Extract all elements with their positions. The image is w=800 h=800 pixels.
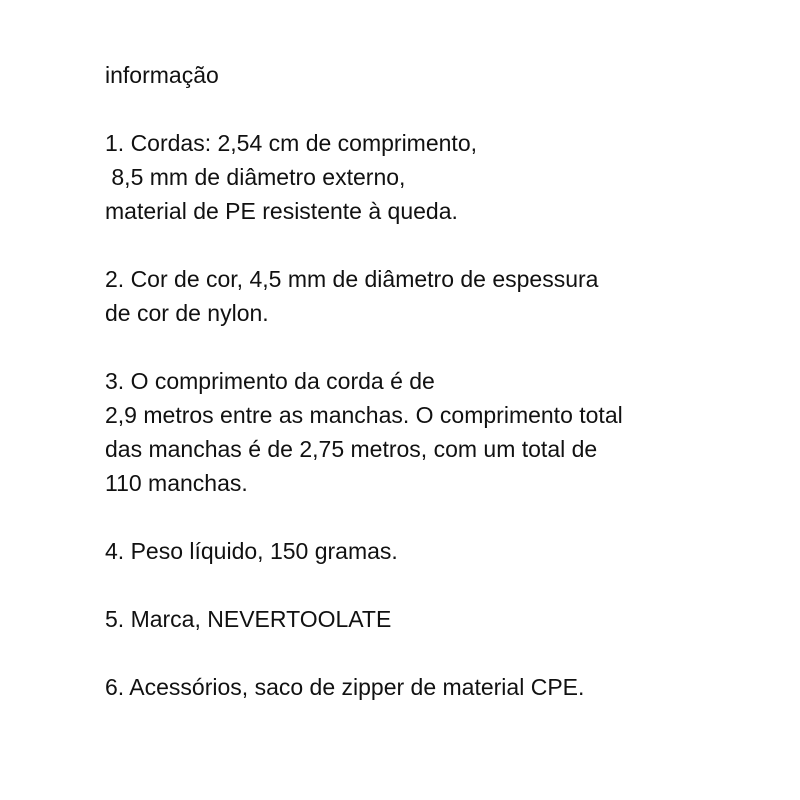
info-line: 8,5 mm de diâmetro externo, (105, 164, 406, 190)
info-line: 5. Marca, NEVERTOOLATE (105, 606, 392, 632)
info-line: das manchas é de 2,75 metros, com um total de (105, 436, 598, 462)
info-line: 1. Cordas: 2,54 cm de comprimento, (105, 130, 477, 156)
info-item-6 (105, 670, 785, 704)
spacer (105, 500, 785, 534)
info-item-4 (105, 534, 785, 568)
info-line: de cor de nylon. (105, 300, 269, 326)
info-item-3 (105, 364, 785, 500)
info-line: 4. Peso líquido, 150 gramas. (105, 538, 398, 564)
document-title: informação (105, 62, 219, 88)
spacer (105, 568, 785, 602)
spacer (105, 228, 785, 262)
info-item-5 (105, 602, 785, 636)
info-line: 2,9 metros entre as manchas. O comprimento total (105, 402, 623, 428)
spacer (105, 92, 785, 126)
info-line: 3. O comprimento da corda é de (105, 368, 435, 394)
info-line: 6. Acessórios, saco de zipper de material CPE. (105, 674, 585, 700)
info-line: 110 manchas. (105, 470, 248, 496)
product-info-document (105, 58, 785, 704)
info-item-2 (105, 262, 785, 330)
info-line: 2. Cor de cor, 4,5 mm de diâmetro de espessura (105, 266, 599, 292)
spacer (105, 330, 785, 364)
spacer (105, 636, 785, 670)
info-line: material de PE resistente à queda. (105, 198, 458, 224)
info-item-1 (105, 126, 785, 228)
